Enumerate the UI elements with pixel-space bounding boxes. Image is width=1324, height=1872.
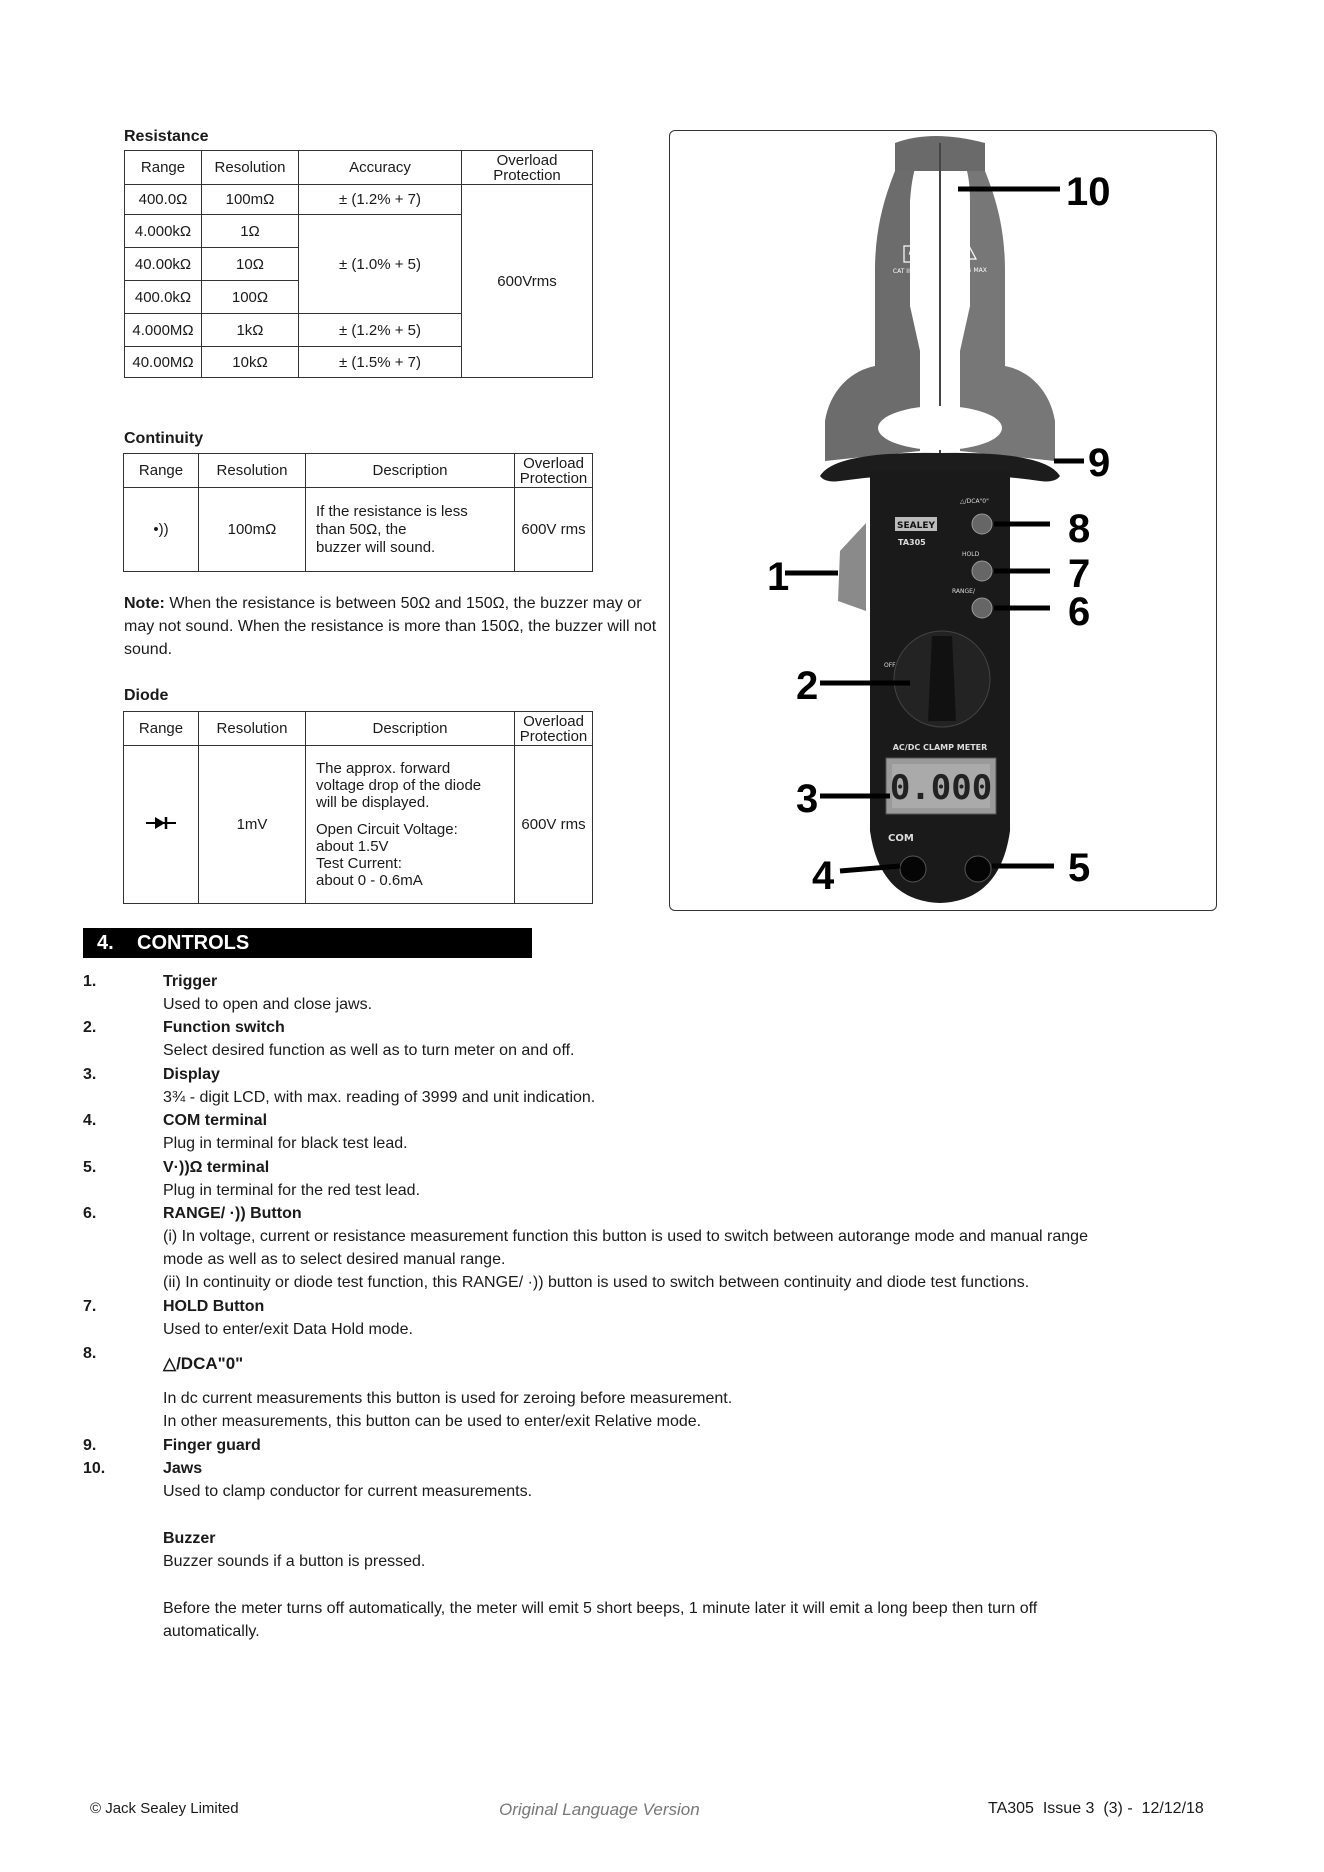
callout-3: 3 (796, 777, 819, 821)
item-number: 8. (83, 1345, 97, 1362)
svg-text:ϟ: ϟ (907, 250, 915, 261)
header-range: Range (125, 151, 202, 185)
desc-spacer (316, 811, 510, 821)
table-cell: 40.00kΩ (125, 248, 202, 281)
brand-label: SEALEY (897, 521, 935, 531)
jaw-right-label: 100A ≅ MAX (949, 267, 987, 274)
item-number: 10. (83, 1460, 106, 1477)
item-title: Function switch (163, 1019, 285, 1036)
desc-line: The approx. forward (316, 760, 451, 777)
header-accuracy: Accuracy (299, 151, 462, 185)
callout-6: 6 (1068, 590, 1091, 634)
table-cell: 4.000MΩ (125, 314, 202, 347)
table-cell: ± (1.2% + 5) (299, 314, 462, 347)
item-number: 1. (83, 973, 97, 990)
callout-4: 4 (812, 854, 835, 898)
clamp-meter-illustration (670, 131, 1216, 910)
item-number: 3. (83, 1066, 97, 1083)
lcd-reading: 0.000 (889, 768, 993, 808)
buzzer-desc: Buzzer sounds if a button is pressed. (163, 1553, 426, 1570)
table-cell: ± (1.5% + 7) (299, 347, 462, 378)
overload-cell: 600V rms (515, 488, 593, 572)
item-title: RANGE/ ·)) Button (163, 1205, 302, 1222)
diode-table (123, 711, 593, 904)
table-cell: ± (1.0% + 5) (299, 215, 462, 314)
header-range: Range (124, 454, 199, 488)
desc-line: buzzer will sound. (316, 538, 436, 556)
table-cell: 1Ω (202, 215, 299, 248)
item-desc: In other measurements, this button can be used to enter/exit Relative mode. (163, 1413, 702, 1430)
desc-line: Open Circuit Voltage: (316, 821, 458, 838)
table-cell: 4.000kΩ (125, 215, 202, 248)
autooff-line: automatically. (163, 1623, 260, 1640)
range-label: RANGE/ (952, 588, 975, 595)
item-title: △/DCA"0" (163, 1354, 244, 1373)
header-description: Description (306, 712, 515, 746)
item-number: 6. (83, 1205, 97, 1222)
controls-heading (83, 928, 532, 958)
desc-line: voltage drop of the diode (316, 777, 482, 794)
callout-5: 5 (1068, 846, 1091, 890)
resistance-table (124, 150, 593, 378)
desc-line: will be displayed. (316, 794, 430, 811)
item-desc: mode as well as to select desired manual range. (163, 1251, 506, 1268)
table-cell: 1mV (199, 746, 306, 904)
header-resolution: Resolution (199, 712, 306, 746)
diode-description (306, 746, 515, 904)
desc-line: about 0 - 0.6mA (316, 872, 423, 889)
note-label: Note: (124, 595, 165, 612)
controls-number: 4. (97, 932, 114, 954)
table-cell: 400.0kΩ (125, 281, 202, 314)
header-range: Range (124, 712, 199, 746)
item-number: 9. (83, 1437, 97, 1454)
com-label: COM (888, 833, 914, 844)
continuity-symbol: •)) (124, 488, 199, 572)
callout-1: 1 (767, 555, 790, 599)
continuity-table (123, 453, 593, 572)
item-desc: (i) In voltage, current or resistance measurement function this button is used to switch between autorange mode and manual range (163, 1228, 1088, 1245)
callout-9: 9 (1088, 441, 1111, 485)
item-number: 2. (83, 1019, 97, 1036)
item-title: Jaws (163, 1460, 203, 1477)
continuity-description (306, 488, 515, 572)
buzzer-title: Buzzer (163, 1530, 216, 1547)
item-desc: Select desired function as well as to turn meter on and off. (163, 1042, 575, 1059)
item-desc: Used to enter/exit Data Hold mode. (163, 1321, 413, 1338)
item-desc: (ii) In continuity or diode test function, this RANGE/ ·)) button is used to switch between continuity and diode test functions. (163, 1274, 1030, 1291)
item-title: Trigger (163, 973, 218, 990)
callout-10: 10 (1066, 170, 1111, 214)
desc-line: than 50Ω, the (316, 520, 407, 538)
header-overload: Overload Protection (462, 151, 593, 185)
diode-title: Diode (124, 687, 169, 704)
table-cell: ± (1.2% + 7) (299, 185, 462, 215)
callout-7: 7 (1068, 552, 1091, 596)
continuity-title: Continuity (124, 430, 204, 447)
callout-8: 8 (1068, 507, 1091, 551)
item-number: 7. (83, 1298, 97, 1315)
header-resolution: Resolution (202, 151, 299, 185)
header-description: Description (306, 454, 515, 488)
jaw-left-label: CAT III 600V (892, 268, 930, 275)
desc-line: Test Current: (316, 855, 402, 872)
hold-label: HOLD (962, 551, 980, 558)
item-desc: Used to clamp conductor for current measurements. (163, 1483, 533, 1500)
desc-line: If the resistance is less (316, 502, 468, 520)
callout-2: 2 (796, 664, 819, 708)
off-label: OFF (884, 662, 896, 669)
rel-label: △/DCA"0" (960, 498, 989, 505)
continuity-note (124, 592, 664, 661)
header-resolution: Resolution (199, 454, 306, 488)
table-cell: 1kΩ (202, 314, 299, 347)
item-title: COM terminal (163, 1112, 268, 1129)
item-number: 5. (83, 1159, 97, 1176)
item-desc: 3¾ - digit LCD, with max. reading of 3999 and unit indication. (163, 1089, 596, 1106)
header-overload: Overload Protection (515, 454, 593, 488)
controls-title: CONTROLS (137, 932, 250, 954)
table-cell: 100Ω (202, 281, 299, 314)
table-cell: 10kΩ (202, 347, 299, 378)
table-cell: 400.0Ω (125, 185, 202, 215)
autooff-line: Before the meter turns off automatically, the meter will emit 5 short beeps, 1 minute later it will emit a long beep then turn off (163, 1600, 1038, 1617)
header-overload: Overload Protection (515, 712, 593, 746)
table-cell: 100mΩ (202, 185, 299, 215)
table-cell: 40.00MΩ (125, 347, 202, 378)
model-label: TA305 (898, 538, 926, 547)
item-title: V·))Ω terminal (163, 1159, 270, 1176)
diode-symbol (124, 746, 199, 904)
table-cell: 100mΩ (199, 488, 306, 572)
footer-copyright: © Jack Sealey Limited (90, 1800, 239, 1817)
item-title: Finger guard (163, 1437, 261, 1454)
item-desc: Plug in terminal for the red test lead. (163, 1182, 421, 1199)
item-title: Display (163, 1066, 220, 1083)
clamp-meter-figure (669, 130, 1217, 911)
resistance-title: Resistance (124, 128, 209, 145)
overload-cell: 600V rms (515, 746, 593, 904)
item-desc: In dc current measurements this button is used for zeroing before measurement. (163, 1390, 733, 1407)
note-text: When the resistance is between 50Ω and 150Ω, the buzzer may or may not sound. When the resistance is more than 150Ω, the buzzer will not sound. (124, 595, 657, 658)
item-desc: Used to open and close jaws. (163, 996, 373, 1013)
overload-cell: 600Vrms (462, 185, 593, 378)
item-title: HOLD Button (163, 1298, 265, 1315)
diode-icon (146, 816, 176, 830)
footer-center: Original Language Version (499, 1800, 700, 1819)
table-cell: 10Ω (202, 248, 299, 281)
item-number: 4. (83, 1112, 97, 1129)
meter-label: AC/DC CLAMP METER (892, 743, 988, 752)
footer-right: TA305 Issue 3 (3) - 12/12/18 (988, 1800, 1204, 1817)
item-desc: Plug in terminal for black test lead. (163, 1135, 408, 1152)
desc-line: about 1.5V (316, 838, 389, 855)
